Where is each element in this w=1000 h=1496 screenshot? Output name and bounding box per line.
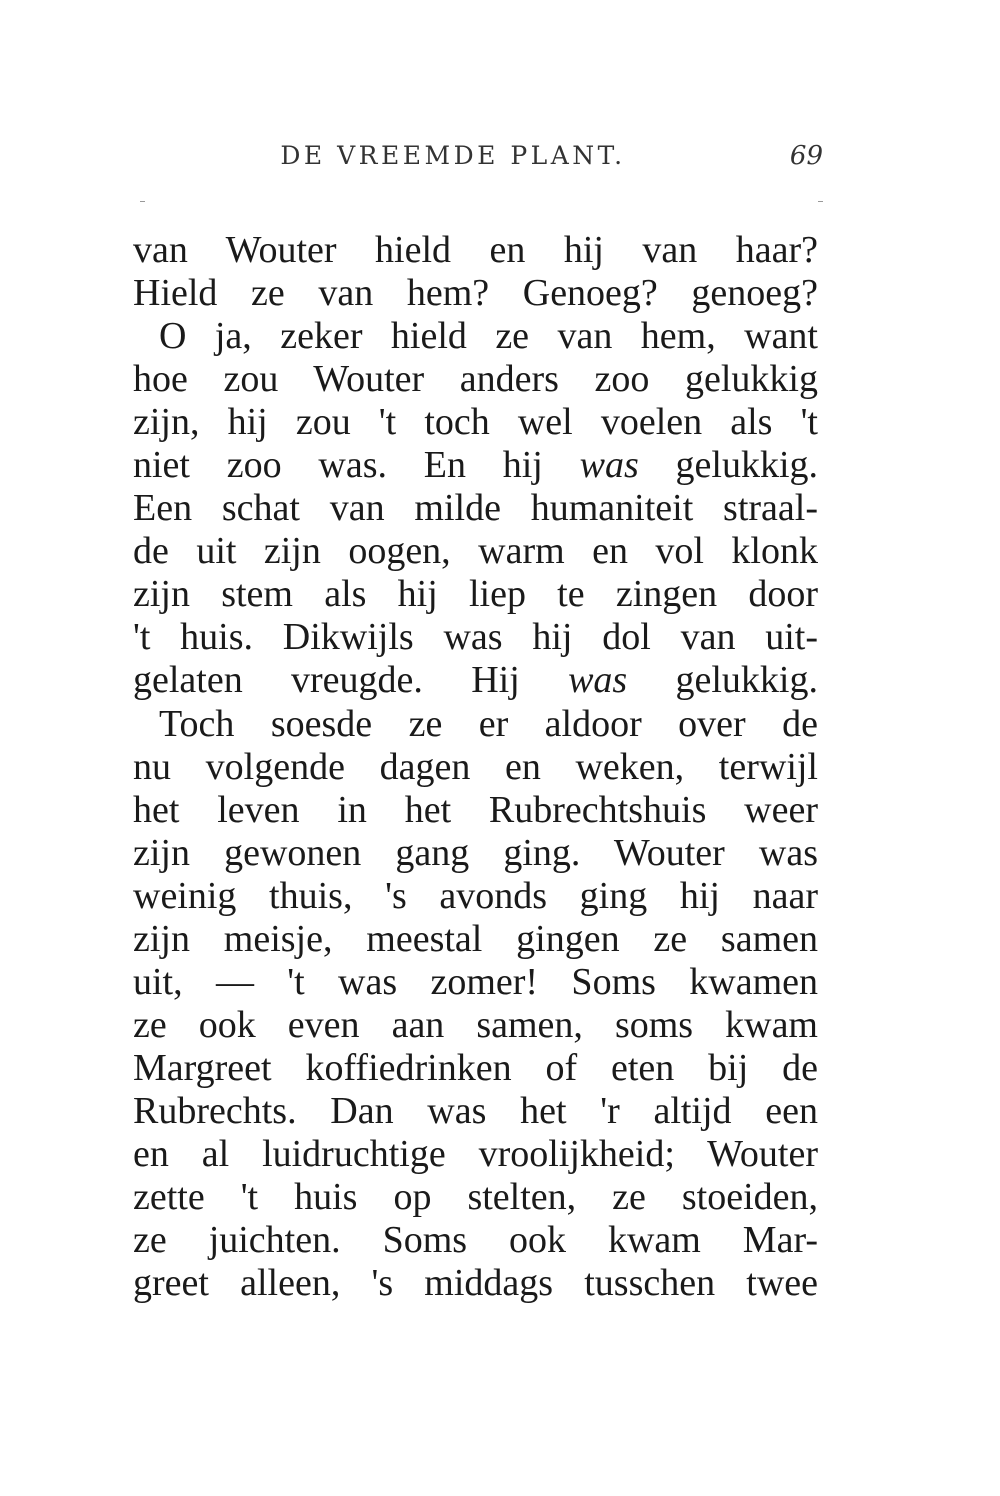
header-mark-right <box>818 201 823 202</box>
text-line: zijn meisje, meestal gingen ze samen <box>133 917 818 960</box>
text-line: greet alleen, 's middags tusschen twee <box>133 1262 818 1305</box>
text-line: het leven in het Rubrechtshuis weer <box>133 788 818 831</box>
text-line: van Wouter hield en hij van haar? <box>133 229 818 271</box>
text-segment: niet zoo was. En hij <box>133 444 580 487</box>
page-number: 69 <box>789 141 823 171</box>
text-line <box>133 444 818 487</box>
text-line <box>133 659 818 702</box>
emphasis-text: was <box>579 444 639 487</box>
running-title: DE VREEMDE PLANT. <box>280 141 626 170</box>
header-mark-left <box>140 201 145 202</box>
text-segment: gelukkig. <box>627 659 818 702</box>
text-line: de uit zijn oogen, warm en vol klonk <box>133 530 818 573</box>
text-line: O ja, zeker hield ze van hem, want <box>159 315 818 358</box>
running-head <box>133 141 823 181</box>
text-line: Toch soesde ze er aldoor over de <box>159 702 818 745</box>
text-line: hoe zou Wouter anders zoo gelukkig <box>133 358 818 401</box>
text-line: Hield ze van hem? Genoeg? genoeg? <box>133 272 818 315</box>
text-segment: gelaten vreugde. Hij <box>133 659 569 702</box>
text-line: zijn, hij zou 't toch wel voelen als 't <box>133 401 818 444</box>
text-line: weinig thuis, 's avonds ging hij naar <box>133 874 818 917</box>
text-line: 't huis. Dikwijls was hij dol van uit- <box>133 616 818 659</box>
text-line: uit, — 't was zomer! Soms kwamen <box>133 960 818 1003</box>
text-line: zette 't huis op stelten, ze stoeiden, <box>133 1176 818 1219</box>
text-segment: gelukkig. <box>638 444 818 487</box>
text-line: zijn stem als hij liep te zingen door <box>133 573 818 616</box>
text-line: Rubrechts. Dan was het 'r altijd een <box>133 1089 818 1132</box>
text-line: ze ook even aan samen, soms kwam <box>133 1003 818 1046</box>
body-text <box>133 229 818 1305</box>
text-line: Een schat van milde humaniteit straal- <box>133 487 818 530</box>
text-line: Margreet koffiedrinken of eten bij de <box>133 1046 818 1089</box>
text-line: en al luidruchtige vroolijkheid; Wouter <box>133 1132 818 1175</box>
text-line: ze juichten. Soms ook kwam Mar- <box>133 1219 818 1262</box>
text-line: nu volgende dagen en weken, terwijl <box>133 745 818 788</box>
text-line: zijn gewonen gang ging. Wouter was <box>133 831 818 874</box>
emphasis-text: was <box>568 659 628 702</box>
